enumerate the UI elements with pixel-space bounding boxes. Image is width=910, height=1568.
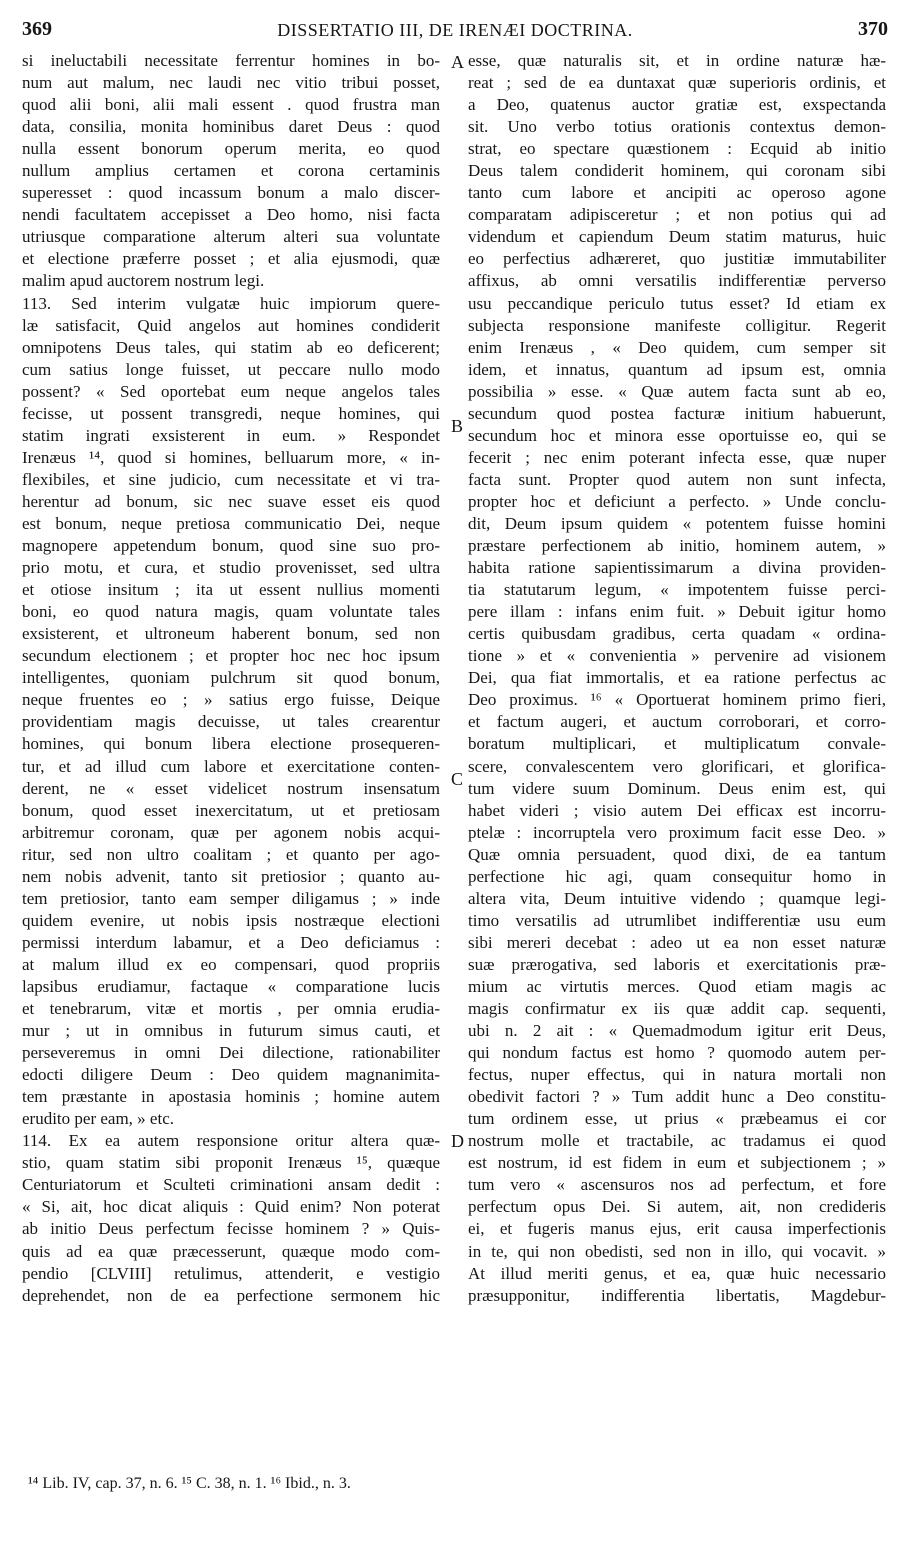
text-line: providentiam magis decuisse, ut tales crearentur — [22, 712, 440, 732]
text-line: at malum illud ex eo compensari, quod propriis — [22, 954, 440, 974]
text-line: qui nondum factus est homo ? quomodo autem per- — [468, 1043, 886, 1063]
text-line: est bonum, neque pretiosa communicatio Dei, neque — [22, 513, 440, 533]
margin-letter-d: D — [451, 1131, 464, 1151]
running-header — [0, 18, 910, 46]
text-line: magnopere appetendum bonum, quod sine suo pro- — [22, 536, 440, 556]
running-title: DISSERTATIO III, DE IRENÆI DOCTRINA. — [277, 20, 633, 40]
margin-letter-a: A — [451, 52, 464, 72]
text-line: 113. Sed interim vulgatæ huic impiorum quere- — [22, 293, 440, 313]
text-line: tem præstante in apostasia hominis ; homine autem — [22, 1087, 440, 1107]
text-line: intelligentes, quoniam pulchrum sit quod bonum, — [22, 668, 440, 688]
text-line: nulla essent bonorum operum merita, eo quod — [22, 139, 440, 159]
text-line: possent? « Sed oportebat eum neque angelos tales — [22, 381, 440, 401]
text-line: superesset : quod incassum bonum a malo discer- — [22, 183, 440, 203]
text-line: tia statutarum legum, « impotentem fuisse perci- — [468, 580, 886, 600]
text-line: propter hoc et deficiunt a perfecto. » Unde conclu- — [468, 491, 886, 511]
page-number-right: 370 — [858, 18, 888, 40]
text-line: comparatam adipisceretur ; et non potius qui ad — [468, 205, 886, 225]
text-line: fecerit ; nec enim poterant infecta esse, quæ nuper — [468, 447, 886, 467]
text-line: Dei, qua fiat immortalis, et ea ratione perfectus ac — [468, 668, 886, 688]
text-line: utriusque comparatione alterum alteri sua voluntate — [22, 227, 440, 247]
text-line: ei, et fugeris manus ejus, erit causa imperfectionis — [468, 1219, 886, 1239]
text-line: habet videri ; visio autem Dei efficax est incorru- — [468, 800, 886, 820]
text-line: mium ac virtutis merces. Quod etiam magis ac — [468, 976, 886, 996]
text-line: neque fruentes eo ; » satius ergo fuisse, Deique — [22, 690, 440, 710]
text-line: edocti diligere Deum : Deo quidem magnanimita- — [22, 1065, 440, 1085]
text-line: sibi mereri decebat : adeo ut ea non esset naturæ — [468, 932, 886, 952]
text-line: tum ordinem esse, ut prius « præbeamus ei cor — [468, 1109, 886, 1129]
text-line: cum satius longe fuisset, ut peccare nullo modo — [22, 359, 440, 379]
text-line: Deo proximus. ¹⁶ « Oportuerat hominem primo fieri, — [468, 690, 886, 710]
text-line: prio motu, et cura, et studio provenisset, sed ultra — [22, 558, 440, 578]
text-line: malim apud auctorem nostrum legi. — [22, 271, 265, 291]
text-line: enim Irenæus , « Deo quidem, cum semper sit — [468, 337, 886, 357]
text-line: tanto cum labore et ancipiti ac operoso agone — [468, 183, 886, 203]
page-number-left: 369 — [22, 18, 52, 40]
text-line: homines, qui bonum libera electione prosequeren- — [22, 734, 440, 754]
text-line: præsupponitur, indifferentia libertatis, Magdebur- — [468, 1285, 886, 1305]
text-line: derent, ne « esset videlicet nostrum insensatum — [22, 778, 440, 798]
text-line: ritur, sed non ultro coalitam ; et quanto per ago- — [22, 844, 440, 864]
text-line: At illud meriti genus, et ea, quæ huic necessario — [468, 1263, 886, 1283]
text-line: præstare perfectionem ab initio, hominem autem, » — [468, 536, 886, 556]
text-line: num aut malum, nec laudi nec vitio tribui posset, — [22, 73, 440, 93]
text-line: nem nobis advenit, tanto sit pretiosior ; quanto au- — [22, 866, 440, 886]
text-line: data, consilia, monita hominibus daret Deus : quod — [22, 117, 440, 137]
text-line: tur, et ad illud cum labore et exercitatione conten- — [22, 756, 440, 776]
text-line: deprehendet, non de ea perfectione sermonem hic — [22, 1285, 440, 1305]
text-line: tum vero « ascensuros nos ad perfectum, et fore — [468, 1175, 886, 1195]
text-line: tum videre suum Dominum. Deus enim est, qui — [468, 778, 886, 798]
text-line: omnipotens Deus tales, qui statim ab eo deficerent; — [22, 337, 440, 357]
text-line: secundum electionem ; et propter hoc nec hoc ipsum — [22, 646, 440, 666]
text-line: Deus talem condiderit hominem, qui coronam sibi — [468, 161, 886, 181]
text-line: Centuriatorum et Sculteti criminationi ansam dedit : — [22, 1175, 440, 1195]
text-line: nullum amplius certamen et corona certaminis — [22, 161, 440, 181]
text-line: affixus, ab omni versatilis indifferentiæ perverso — [468, 271, 886, 291]
text-line: magis confirmatur ex iis quæ addit cap. sequenti, — [468, 999, 886, 1019]
right-text-column — [468, 50, 886, 1307]
text-line: stio, quam statim sibi proponit Irenæus ¹⁵, quæque — [22, 1153, 440, 1173]
text-line: certis quibusdam gradibus, certa quadam « ordina- — [468, 624, 886, 644]
text-line: boratum multiplicari, et multiplicatum convale- — [468, 734, 886, 754]
text-line: et electione præferre posset ; et alia ejusmodi, quæ — [22, 249, 440, 269]
text-line: timo versatilis ad utrumlibet indifferentiæ usu eum — [468, 910, 886, 930]
text-line: pere illam : infans enim fuit. » Debuit igitur homo — [468, 602, 886, 622]
text-line: scere, convalescentem vero glorificari, et glorifica- — [468, 756, 886, 776]
text-line: perseveremus in omni Dei dilectione, rationabiliter — [22, 1043, 440, 1063]
text-line: pendio [CLVIII] retulimus, attenderit, e vestigio — [22, 1263, 440, 1283]
text-line: secundum quod postea facturæ initium habuerunt, — [468, 403, 886, 423]
text-line: Irenæus ¹⁴, quod si homines, belluarum more, « in- — [22, 447, 440, 467]
text-line: lapsibus erudiamur, factaque « comparatione lucis — [22, 976, 440, 996]
text-line: fectus, nuper effectus, qui in natura mortali non — [468, 1065, 886, 1085]
text-line: ubi n. 2 ait : « Quemadmodum igitur erit Deus, — [468, 1021, 886, 1041]
text-line: sit. Uno verbo totius orationis contextus demon- — [468, 117, 886, 137]
text-line: nendi facultatem accepisset a Deo homo, nisi facta — [22, 205, 440, 225]
text-line: subjecta responsione manifeste colligitur. Regerit — [468, 315, 886, 335]
text-line: dit, Deum ipsum quidem « potentem fuisse homini — [468, 513, 886, 533]
text-line: arbitremur coronam, quæ per agonem nobis acqui- — [22, 822, 440, 842]
text-line: est nostrum, id est fidem in eum et subjectionem ; » — [468, 1153, 886, 1173]
text-line: perfectione hic agi, quam consequitur homo in — [468, 866, 886, 886]
text-line: permissi interdum labamur, et a Deo deficiamus : — [22, 932, 440, 952]
text-line: esse, quæ naturalis sit, et in ordine naturæ hæ- — [468, 51, 886, 70]
text-line: tem pretiosior, tanto eam semper diligamus ; » inde — [22, 888, 440, 908]
text-line: secundum hoc et minora esse oportuisse eo, qui se — [468, 425, 886, 445]
text-line: quod alii boni, alii mali essent . quod frustra man — [22, 95, 440, 115]
text-line: reat ; sed de ea duntaxat quæ superioris ordinis, et — [468, 73, 886, 93]
text-line: boni, eo quod natura magis, quam voluntate tales — [22, 602, 440, 622]
text-line: possibilia » esse. « Quæ autem facta sunt ab eo, — [468, 381, 886, 401]
text-line: ptelæ : incorruptela vero proximum facit esse Deo. » — [468, 822, 886, 842]
footnotes: ¹⁴ Lib. IV, cap. 37, n. 6. ¹⁵ C. 38, n. 1. ¹⁶ Ibid., n. 3. — [28, 1475, 351, 1492]
margin-letter-c: C — [451, 769, 464, 789]
text-line: a Deo, quatenus auctor gratiæ est, exspectanda — [468, 95, 886, 115]
text-line: 114. Ex ea autem responsione oritur altera quæ- — [22, 1131, 440, 1151]
text-line: in te, qui non obedisti, sed non in illo, qui vocavit. » — [468, 1241, 886, 1261]
text-line: facta sunt. Propter quod autem non sunt infecta, — [468, 469, 886, 489]
text-line: Quæ omnia persuadent, quod dixi, de ea tantum — [468, 844, 886, 864]
text-line: si ineluctabili necessitate ferrentur homines in bo- — [22, 51, 440, 70]
text-line: habita ratione sapientissimarum a divina providen- — [468, 558, 886, 578]
text-line: flexibiles, et sine judicio, cum necessitate et vi tra- — [22, 469, 440, 489]
text-line: strat, eo spectare quæstionem : Ecquid ab initio — [468, 139, 886, 159]
text-line: exsisterent, et ultroneum haberent bonum, sed non — [22, 624, 440, 644]
text-line: et factum augeri, et auctum corroborari, et corro- — [468, 712, 886, 732]
text-line: bonum, quod esset inexercitatum, ut et pretiosam — [22, 800, 440, 820]
text-line: et otiose insitum ; ita ut essent nullius momenti — [22, 580, 440, 600]
text-line: obedivit factori ? » Tum addit hunc a Deo constitu- — [468, 1087, 886, 1107]
text-line: idem, et innatus, quantum ad ipsum est, omnia — [468, 359, 886, 379]
text-line: usu peccandique periculo tutus esset? Id etiam ex — [468, 293, 886, 313]
text-line: erudito per eam, » etc. — [22, 1109, 174, 1129]
text-line: altera vita, Deum intuitive videndo ; quamque legi- — [468, 888, 886, 908]
left-text-column — [22, 50, 440, 1307]
margin-letter-b: B — [451, 416, 464, 436]
text-line: quis ad ea quæ præcesserunt, quæque modo com- — [22, 1241, 440, 1261]
text-line: mur ; ut in omnibus in futurum simus cauti, et — [22, 1021, 440, 1041]
text-line: eo perfectius adhæreret, quo justitiæ immutabiliter — [468, 249, 886, 269]
text-line: læ satisfacit, Quid angelos aut homines condiderit — [22, 315, 440, 335]
text-line: quidem evenire, ut nobis ipsis nostræque electioni — [22, 910, 440, 930]
text-line: et tenebrarum, vitæ et mortis , per omnia erudia- — [22, 999, 440, 1019]
text-line: nostrum molle et tractabile, ac tradamus ei quod — [468, 1131, 886, 1151]
text-line: statim ingrati exsisterent in eum. » Respondet — [22, 425, 440, 445]
text-line: herentur ad bonum, sic nec suave esset eis quod — [22, 491, 440, 511]
text-line: suæ prærogativa, sed laboris et exercitationis præ- — [468, 954, 886, 974]
text-line: fecisse, ut possent transgredi, neque homines, qui — [22, 403, 440, 423]
text-line: tione » et « convenientia » pervenire ad visionem — [468, 646, 886, 666]
text-line: perfectum opus Dei. Si autem, ait, non credideris — [468, 1197, 886, 1217]
text-line: « Si, ait, hoc dicat aliquis : Quid enim? Non poterat — [22, 1197, 440, 1217]
text-line: videndum et capiendum Deum statim maturus, huic — [468, 227, 886, 247]
text-line: ab initio Deus perfectum fecisse hominem ? » Quis- — [22, 1219, 440, 1239]
